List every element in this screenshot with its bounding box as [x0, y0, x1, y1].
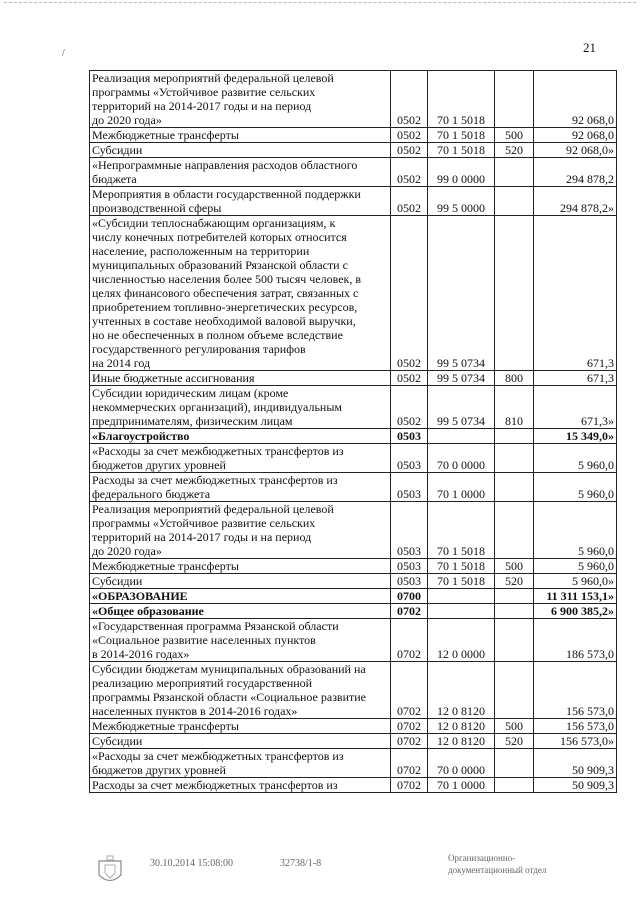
row-name: «Общее образование	[90, 604, 391, 619]
table-row	[90, 444, 617, 473]
footer-department: Организационно- документационный отдел	[448, 853, 547, 875]
row-name: Реализация мероприятий федеральной целевой программы «Устойчивое развитие сельских территорий на 2014-2017 годы и на период до 2020 года»	[90, 71, 391, 128]
row-name: Иные бюджетные ассигнования	[90, 371, 391, 386]
table-row	[90, 128, 617, 143]
row-vr: 500	[495, 719, 534, 734]
table-row	[90, 619, 617, 662]
table-row	[90, 749, 617, 778]
margin-mark: /	[62, 48, 65, 59]
row-sum: 5 960,0	[534, 502, 617, 559]
row-name: «Государственная программа Рязанской области «Социальное развитие населенных пунктов в 2014-2016 годах»	[90, 619, 391, 662]
row-name: «Расходы за счет межбюджетных трансфертов из бюджетов других уровней	[90, 749, 391, 778]
row-csr: 70 0 0000	[428, 444, 495, 473]
row-csr: 12 0 8120	[428, 734, 495, 749]
row-vr: 520	[495, 143, 534, 158]
row-sum: 671,3	[534, 371, 617, 386]
row-rz: 0502	[391, 187, 428, 216]
table-row	[90, 719, 617, 734]
row-csr: 99 5 0000	[428, 187, 495, 216]
row-rz: 0702	[391, 778, 428, 793]
row-csr	[428, 589, 495, 604]
row-csr: 99 5 0734	[428, 216, 495, 371]
row-vr	[495, 662, 534, 719]
row-rz: 0503	[391, 574, 428, 589]
row-rz: 0502	[391, 386, 428, 429]
row-name: Межбюджетные трансферты	[90, 559, 391, 574]
row-rz: 0702	[391, 619, 428, 662]
row-vr	[495, 187, 534, 216]
row-csr: 70 1 5018	[428, 502, 495, 559]
row-sum: 5 960,0	[534, 444, 617, 473]
row-sum: 156 573,0»	[534, 734, 617, 749]
table-row	[90, 187, 617, 216]
table-row	[90, 502, 617, 559]
row-sum: 50 909,3	[534, 749, 617, 778]
row-rz: 0503	[391, 444, 428, 473]
row-sum: 5 960,0»	[534, 574, 617, 589]
row-name: «Субсидии теплоснабжающим организациям, к числу конечных потребителей которых относится население, расположенным на территории муниципальных образований Рязанской области с численностью населения более 500 тысяч человек, в целях финансового обеспечения затрат, связанных с приобретением топливно-энергетических ресурсов, учтенных в составе необходимой валовой выручки, но не обеспеченных в полном объеме вследствие государственного регулирования тарифов на 2014 год	[90, 216, 391, 371]
row-vr	[495, 429, 534, 444]
row-sum: 15 349,0»	[534, 429, 617, 444]
table-row	[90, 371, 617, 386]
row-vr: 800	[495, 371, 534, 386]
row-vr: 520	[495, 574, 534, 589]
row-sum: 156 573,0	[534, 719, 617, 734]
row-name: «Благоустройство	[90, 429, 391, 444]
scan-top-edge	[4, 2, 636, 9]
row-rz: 0502	[391, 158, 428, 187]
row-csr: 70 1 5018	[428, 559, 495, 574]
row-name: Расходы за счет межбюджетных трансфертов из	[90, 778, 391, 793]
row-sum: 92 068,0	[534, 128, 617, 143]
row-vr	[495, 619, 534, 662]
row-name: Субсидии	[90, 143, 391, 158]
row-name: Субсидии юридическим лицам (кроме некоммерческих организаций), индивидуальным предпринимателям, физическим лицам	[90, 386, 391, 429]
row-name: Межбюджетные трансферты	[90, 128, 391, 143]
table-row	[90, 429, 617, 444]
row-sum: 92 068,0»	[534, 143, 617, 158]
table-row	[90, 589, 617, 604]
row-rz: 0503	[391, 502, 428, 559]
row-sum: 5 960,0	[534, 559, 617, 574]
row-sum: 6 900 385,2»	[534, 604, 617, 619]
row-sum: 294 878,2	[534, 158, 617, 187]
row-csr: 99 0 0000	[428, 158, 495, 187]
row-csr: 12 0 8120	[428, 719, 495, 734]
row-vr	[495, 604, 534, 619]
row-rz: 0702	[391, 719, 428, 734]
row-name: «Расходы за счет межбюджетных трансфертов из бюджетов других уровней	[90, 444, 391, 473]
row-name: Мероприятия в области государственной поддержки производственной сферы	[90, 187, 391, 216]
row-csr	[428, 604, 495, 619]
table-row	[90, 574, 617, 589]
row-sum: 294 878,2»	[534, 187, 617, 216]
row-vr	[495, 502, 534, 559]
row-sum: 11 311 153,1»	[534, 589, 617, 604]
row-rz: 0702	[391, 662, 428, 719]
row-csr: 70 1 5018	[428, 143, 495, 158]
row-vr	[495, 749, 534, 778]
row-vr	[495, 444, 534, 473]
row-vr: 500	[495, 559, 534, 574]
row-rz: 0502	[391, 128, 428, 143]
table-row	[90, 662, 617, 719]
row-vr	[495, 158, 534, 187]
row-rz: 0503	[391, 429, 428, 444]
table-row	[90, 473, 617, 502]
footer-timestamp: 30.10.2014 15:08:00	[150, 858, 234, 869]
row-rz: 0702	[391, 749, 428, 778]
row-name: Реализация мероприятий федеральной целевой программы «Устойчивое развитие сельских территорий на 2014-2017 годы и на период до 2020 года»	[90, 502, 391, 559]
table-row	[90, 71, 617, 128]
row-vr	[495, 216, 534, 371]
row-vr	[495, 473, 534, 502]
row-name: Расходы за счет межбюджетных трансфертов из федерального бюджета	[90, 473, 391, 502]
row-name: «ОБРАЗОВАНИЕ	[90, 589, 391, 604]
table-row	[90, 143, 617, 158]
row-rz: 0700	[391, 589, 428, 604]
row-vr	[495, 589, 534, 604]
row-sum: 92 068,0	[534, 71, 617, 128]
row-name: Межбюджетные трансферты	[90, 719, 391, 734]
row-vr	[495, 71, 534, 128]
page-number: 21	[583, 40, 596, 55]
row-name: Субсидии	[90, 734, 391, 749]
row-sum: 671,3	[534, 216, 617, 371]
row-csr: 70 1 5018	[428, 574, 495, 589]
row-sum: 186 573,0	[534, 619, 617, 662]
row-rz: 0502	[391, 71, 428, 128]
row-csr: 70 0 0000	[428, 749, 495, 778]
row-csr: 12 0 0000	[428, 619, 495, 662]
row-vr: 810	[495, 386, 534, 429]
row-csr: 70 1 0000	[428, 778, 495, 793]
budget-table	[89, 70, 617, 793]
row-rz: 0502	[391, 143, 428, 158]
table-row	[90, 734, 617, 749]
row-rz: 0503	[391, 559, 428, 574]
row-csr: 70 1 0000	[428, 473, 495, 502]
row-rz: 0502	[391, 371, 428, 386]
row-rz: 0702	[391, 604, 428, 619]
row-rz: 0502	[391, 216, 428, 371]
row-vr: 520	[495, 734, 534, 749]
row-name: «Непрограммные направления расходов областного бюджета	[90, 158, 391, 187]
table-row	[90, 604, 617, 619]
table-row	[90, 386, 617, 429]
row-csr	[428, 429, 495, 444]
row-rz: 0702	[391, 734, 428, 749]
row-name: Субсидии бюджетам муниципальных образований на реализацию мероприятий государственной программы Рязанской области «Социальное развитие населенных пунктов в 2014-2016 годах»	[90, 662, 391, 719]
table-row	[90, 778, 617, 793]
row-csr: 70 1 5018	[428, 128, 495, 143]
table-row	[90, 216, 617, 371]
row-vr	[495, 778, 534, 793]
row-sum: 156 573,0	[534, 662, 617, 719]
row-sum: 50 909,3	[534, 778, 617, 793]
row-csr: 99 5 0734	[428, 371, 495, 386]
row-sum: 671,3»	[534, 386, 617, 429]
row-csr: 70 1 5018	[428, 71, 495, 128]
row-name: Субсидии	[90, 574, 391, 589]
table-row	[90, 158, 617, 187]
row-vr: 500	[495, 128, 534, 143]
row-csr: 99 5 0734	[428, 386, 495, 429]
row-sum: 5 960,0	[534, 473, 617, 502]
row-rz: 0503	[391, 473, 428, 502]
table-row	[90, 559, 617, 574]
row-csr: 12 0 8120	[428, 662, 495, 719]
coat-of-arms-icon	[95, 855, 125, 887]
footer-doc-number: 32738/1-8	[280, 858, 322, 869]
